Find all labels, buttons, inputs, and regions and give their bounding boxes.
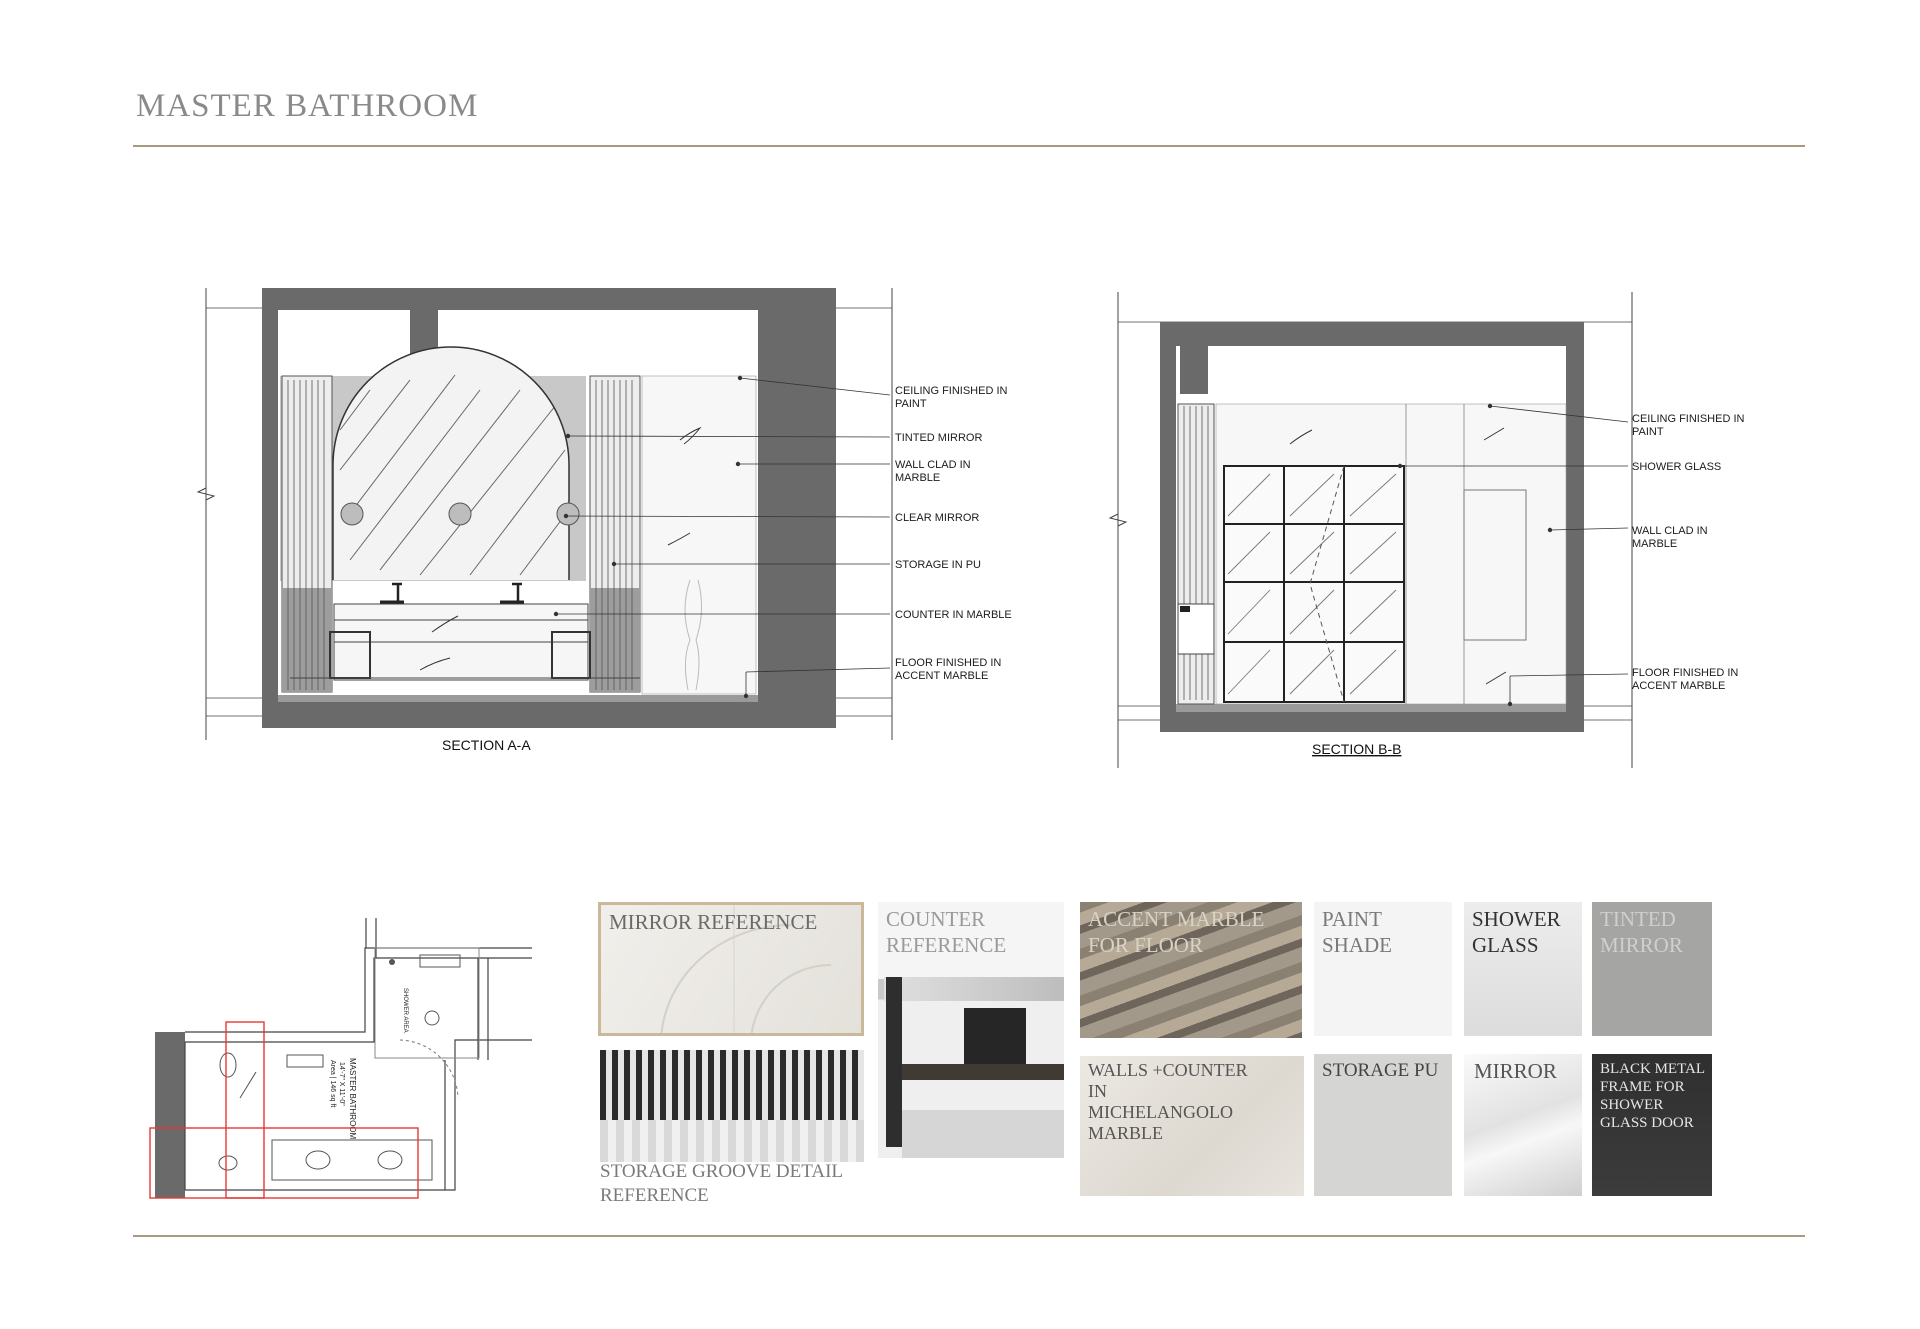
section-a-label: COUNTER IN MARBLE <box>895 609 1012 621</box>
section-b-label: PAINT <box>1632 426 1664 438</box>
section-b-label: FLOOR FINISHED IN <box>1632 667 1739 679</box>
section-a-label: PAINT <box>895 398 927 410</box>
storage-column-right <box>590 376 640 692</box>
section-b-label: WALL CLAD IN <box>1632 525 1708 537</box>
shower-glass-label-line: GLASS <box>1472 933 1539 957</box>
tinted-mirror-label <box>1600 906 1683 958</box>
walls-counter-label-line: IN <box>1088 1081 1107 1101</box>
storage-groove-swatch <box>600 1050 864 1162</box>
walls-counter-label-line: WALLS +COUNTER <box>1088 1060 1248 1080</box>
section-a-caption: SECTION A-A <box>442 737 531 753</box>
walls-counter-label-line: MARBLE <box>1088 1123 1164 1143</box>
counter-reference-swatch <box>878 902 1064 1158</box>
section-marker-b <box>226 1022 264 1198</box>
page-title: MASTER BATHROOM <box>136 88 479 124</box>
tinted-mirror-label-line: MIRROR <box>1600 933 1683 957</box>
paint-shade-label-line: PAINT <box>1322 907 1382 931</box>
plan-room-name: MASTER BATHROOM <box>348 1058 357 1140</box>
section-a-label: ACCENT MARBLE <box>895 670 989 682</box>
section-b-label: SHOWER GLASS <box>1632 461 1722 473</box>
paint-shade-label <box>1322 906 1392 958</box>
section-b-label: ACCENT MARBLE <box>1632 680 1726 692</box>
accent-marble-label-line: FOR FLOOR <box>1088 933 1203 957</box>
walls-counter-label-line: MICHELANGOLO <box>1088 1102 1233 1122</box>
mirror-swatch <box>1464 1054 1582 1196</box>
shower-glass-label <box>1472 906 1561 958</box>
black-metal-frame-label-line: GLASS DOOR <box>1600 1115 1694 1131</box>
black-metal-frame-label <box>1600 1060 1705 1132</box>
section-a-label: CEILING FINISHED IN <box>895 385 1008 397</box>
walls-counter-label <box>1088 1060 1248 1144</box>
section-b-label: MARBLE <box>1632 538 1678 550</box>
black-metal-frame-label-line: FRAME FOR <box>1600 1079 1685 1095</box>
black-metal-frame-label-line: BLACK METAL <box>1600 1061 1706 1077</box>
storage-groove-caption <box>600 1160 843 1208</box>
storage-pu-label: STORAGE PU <box>1322 1060 1439 1081</box>
mirror-reference-label: MIRROR REFERENCE <box>609 910 818 934</box>
storage-groove-caption-line: REFERENCE <box>600 1185 709 1206</box>
storage-column-left <box>282 376 332 692</box>
section-b-caption: SECTION B-B <box>1312 741 1402 757</box>
shower-glass-panel <box>1224 466 1404 702</box>
section-a-label: FLOOR FINISHED IN <box>895 657 1002 669</box>
walls-counter-marble-swatch <box>1080 1056 1304 1196</box>
section-b-label: CEILING FINISHED IN <box>1632 413 1745 425</box>
tinted-mirror-swatch <box>1592 902 1712 1036</box>
section-a-label: TINTED MIRROR <box>895 432 983 444</box>
paint-shade-label-line: SHADE <box>1322 933 1393 957</box>
section-a-label: CLEAR MIRROR <box>895 512 980 524</box>
shower-glass-label-line: SHOWER <box>1472 907 1561 931</box>
section-a-label: MARBLE <box>895 472 941 484</box>
mirror-reference-swatch <box>598 902 864 1036</box>
mirror-label: MIRROR <box>1474 1059 1557 1083</box>
floor-plan <box>150 918 532 1198</box>
storage-pu-swatch <box>1314 1054 1452 1196</box>
section-marker-a <box>150 1128 418 1198</box>
section-a-drawing <box>198 288 1012 753</box>
tinted-mirror-label-line: TINTED <box>1600 907 1676 931</box>
storage-groove-caption-line: STORAGE GROOVE DETAIL <box>600 1161 844 1182</box>
accent-marble-label-line: ACCENT MARBLE <box>1088 907 1265 931</box>
black-metal-frame-label-line: SHOWER <box>1600 1097 1664 1113</box>
counter-reference-label-line: REFERENCE <box>886 933 1007 957</box>
plan-room-area: Area | 146 sq ft <box>329 1060 336 1108</box>
counter-reference-label <box>886 906 1006 958</box>
section-a-label: STORAGE IN PU <box>895 559 981 571</box>
accent-marble-swatch <box>1080 902 1302 1038</box>
shower-glass-swatch <box>1464 902 1582 1036</box>
section-b-drawing <box>1110 292 1745 768</box>
black-metal-frame-swatch <box>1592 1054 1712 1196</box>
plan-room-dims: 14'-7" X 11'-0" <box>338 1062 345 1106</box>
section-a-label: WALL CLAD IN <box>895 459 971 471</box>
paint-shade-swatch <box>1314 902 1452 1036</box>
accent-marble-label <box>1088 906 1264 958</box>
counter-reference-label-line: COUNTER <box>886 907 986 931</box>
plan-shower-label: SHOWER AREA <box>402 988 408 1033</box>
